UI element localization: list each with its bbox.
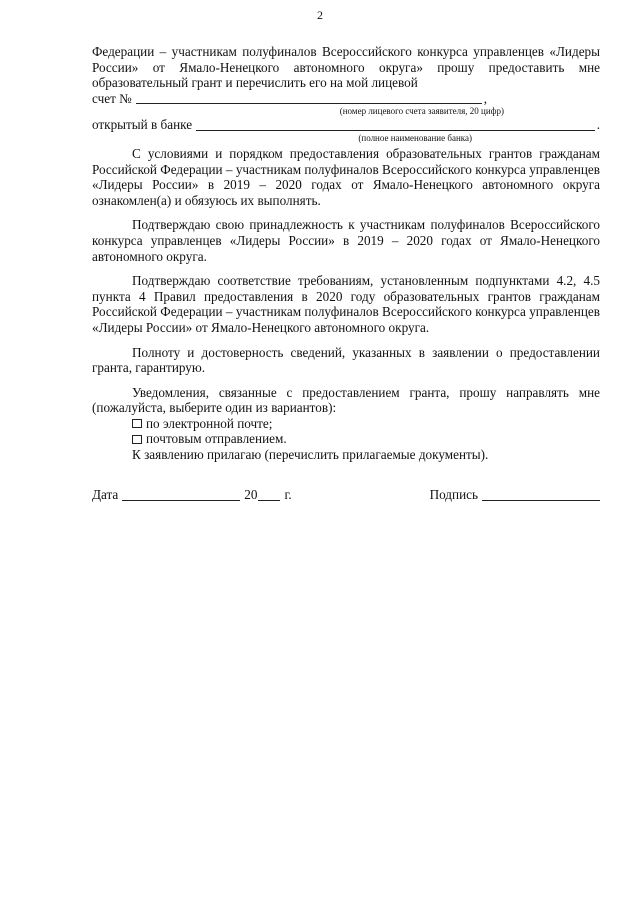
guarantee-paragraph: Полноту и достоверность сведений, указанных в заявлении о предоставлении гранта, гарантирую. [92,344,600,376]
checkbox-email[interactable] [132,419,142,428]
signature-footer [92,487,600,503]
year-field[interactable] [258,488,280,501]
date-field[interactable] [122,488,240,501]
bank-name-field[interactable] [196,118,595,131]
date-label: Дата [92,487,119,502]
bank-hint: (полное наименование банка) [358,132,472,143]
bank-label: открытый в банке [92,117,193,133]
account-hint: (номер лицевого счета заявителя, 20 цифр) [339,106,504,117]
intro-paragraph: Федерации – участникам полуфиналов Всероссийского конкурса управленцев «Лидеры России» от Ямало-Ненецкого автономного округа» прошу предоставить мне образовательный грант и перечислить его на мой лицевой [92,44,600,91]
bank-period: . [596,117,600,133]
signature-block [430,487,600,503]
conditions-paragraph: С условиями и порядком предоставления образовательных грантов гражданам Российской Федерации – участникам полуфиналов Всероссийского конкурса управленцев «Лидеры России» в 2019 – 2020 годах от Ямало-Ненецкого автономного округа ознакомлен(а) и обязуюсь их выполнять. [92,145,600,208]
option-email[interactable] [92,416,600,432]
checkbox-mail[interactable] [132,435,142,444]
year-prefix: 20 [244,487,258,502]
year-suffix: г. [284,487,292,502]
page-number: 2 [317,8,323,22]
date-block [92,487,292,503]
signature-field[interactable] [482,488,600,501]
account-row [92,91,600,107]
attachments-paragraph: К заявлению прилагаю (перечислить прилагаемые документы). [132,447,489,463]
account-comma: , [483,90,488,106]
application-text [92,44,600,463]
account-label: счет № [92,90,132,106]
option-email-label: по электронной почте; [146,415,273,431]
option-mail-label: почтовым отправлением. [146,431,287,447]
account-number-field[interactable] [136,91,482,104]
membership-paragraph: Подтверждаю свою принадлежность к участникам полуфиналов Всероссийского конкурса управленцев «Лидеры России» в 2019 – 2020 годах от Ямало-Ненецкого автономного округа. [92,217,600,264]
compliance-paragraph: Подтверждаю соответствие требованиям, установленным подпунктами 4.2, 4.5 пункта 4 Правил предоставления в 2020 году образовательных грантов гражданам Российской Федерации – участникам полуфиналов Всероссийского конкурса управленцев «Лидеры России» от Ямало-Ненецкого автономного округа. [92,273,600,335]
notifications-paragraph: Уведомления, связанные с предоставлением гранта, прошу направлять мне (пожалуйста, выберите один из вариантов): [92,384,600,416]
bank-row [92,117,600,133]
option-mail[interactable] [92,431,600,447]
signature-label: Подпись [429,487,478,502]
